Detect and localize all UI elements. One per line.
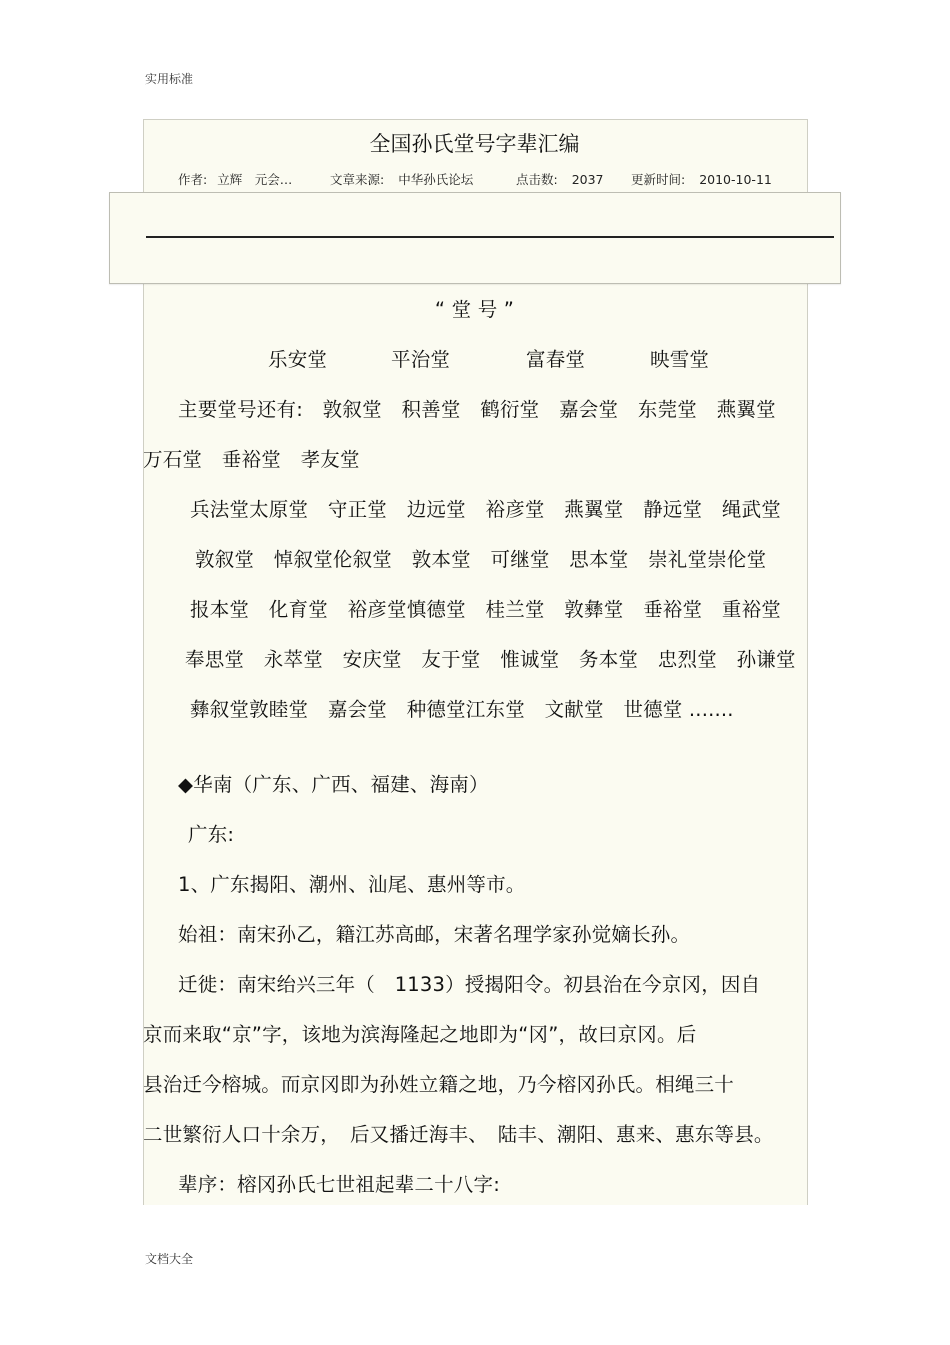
updated-label: 更新时间: bbox=[631, 172, 686, 187]
main-halls-line-2: 万石堂 垂裕堂 孝友堂 bbox=[143, 448, 360, 471]
author-value: 立辉 元会… bbox=[217, 172, 293, 187]
source-meta bbox=[330, 170, 473, 188]
article-title: 全国孙氏堂号字辈汇编 bbox=[369, 132, 580, 156]
page-header: 实用标准 bbox=[145, 72, 194, 86]
featured-hall-1: 乐安堂 bbox=[268, 348, 328, 371]
divider-line bbox=[146, 236, 834, 238]
province-label: 广东: bbox=[188, 823, 235, 846]
hall-row-3: 报本堂 化育堂 裕彦堂慎德堂 桂兰堂 敦彝堂 垂裕堂 重裕堂 bbox=[190, 598, 782, 621]
hits-meta bbox=[516, 170, 604, 188]
source-label: 文章来源: bbox=[330, 172, 385, 187]
generation-order: 辈序：榕冈孙氏七世祖起辈二十八字: bbox=[178, 1173, 500, 1196]
hall-row-1: 兵法堂太原堂 守正堂 边远堂 裕彦堂 燕翼堂 静远堂 绳武堂 bbox=[190, 498, 782, 521]
hall-row-4: 奉思堂 永萃堂 安庆堂 友于堂 惟诚堂 务本堂 忠烈堂 孙谦堂 bbox=[185, 648, 796, 671]
ancestor-text: 始祖：南宋孙乙，籍江苏高邮，宋著名理学家孙觉嫡长孙。 bbox=[178, 923, 691, 946]
updated-meta bbox=[631, 170, 772, 188]
article-banner bbox=[109, 192, 841, 284]
main-halls-line-1: 主要堂号还有: 敦叙堂 积善堂 鹤衍堂 嘉会堂 东莞堂 燕翼堂 bbox=[178, 398, 776, 421]
featured-hall-2: 平治堂 bbox=[391, 348, 451, 371]
page-footer: 文档大全 bbox=[145, 1252, 194, 1266]
hits-label: 点击数: bbox=[516, 172, 558, 187]
author-label: 作者: bbox=[178, 172, 208, 187]
area-item-1: 1、广东揭阳、潮州、汕尾、惠州等市。 bbox=[178, 873, 526, 896]
hits-value: 2037 bbox=[571, 172, 604, 187]
tanghao-heading: “ 堂 号 ” bbox=[434, 298, 515, 321]
migration-line-1: 迁徙：南宋绐兴三年（ 1133）授揭阳令。初县治在今京冈，因自 bbox=[178, 973, 761, 996]
migration-line-2: 京而来取“京”字，该地为滨海隆起之地即为“冈”，故曰京冈。后 bbox=[143, 1023, 697, 1046]
author-meta bbox=[178, 170, 292, 188]
migration-line-3: 县治迁今榕城。而京冈即为孙姓立籍之地，乃今榕冈孙氏。相绳三十 bbox=[143, 1073, 735, 1096]
updated-value: 2010-10-11 bbox=[699, 172, 772, 187]
hall-row-2: 敦叙堂 悼叙堂伦叙堂 敦本堂 可继堂 思本堂 崇礼堂崇伦堂 bbox=[195, 548, 767, 571]
region-heading: ◆华南（广东、广西、福建、海南） bbox=[178, 773, 489, 796]
hall-row-5: 彝叙堂敦睦堂 嘉会堂 种德堂江东堂 文献堂 世德堂 ....... bbox=[190, 698, 734, 721]
migration-line-4: 二世繁衍人口十余万， 后又播迁海丰、 陆丰、潮阳、惠来、惠东等县。 bbox=[143, 1123, 774, 1146]
source-value: 中华孙氏论坛 bbox=[398, 172, 474, 187]
featured-hall-3: 富春堂 bbox=[526, 348, 586, 371]
featured-hall-4: 映雪堂 bbox=[650, 348, 710, 371]
